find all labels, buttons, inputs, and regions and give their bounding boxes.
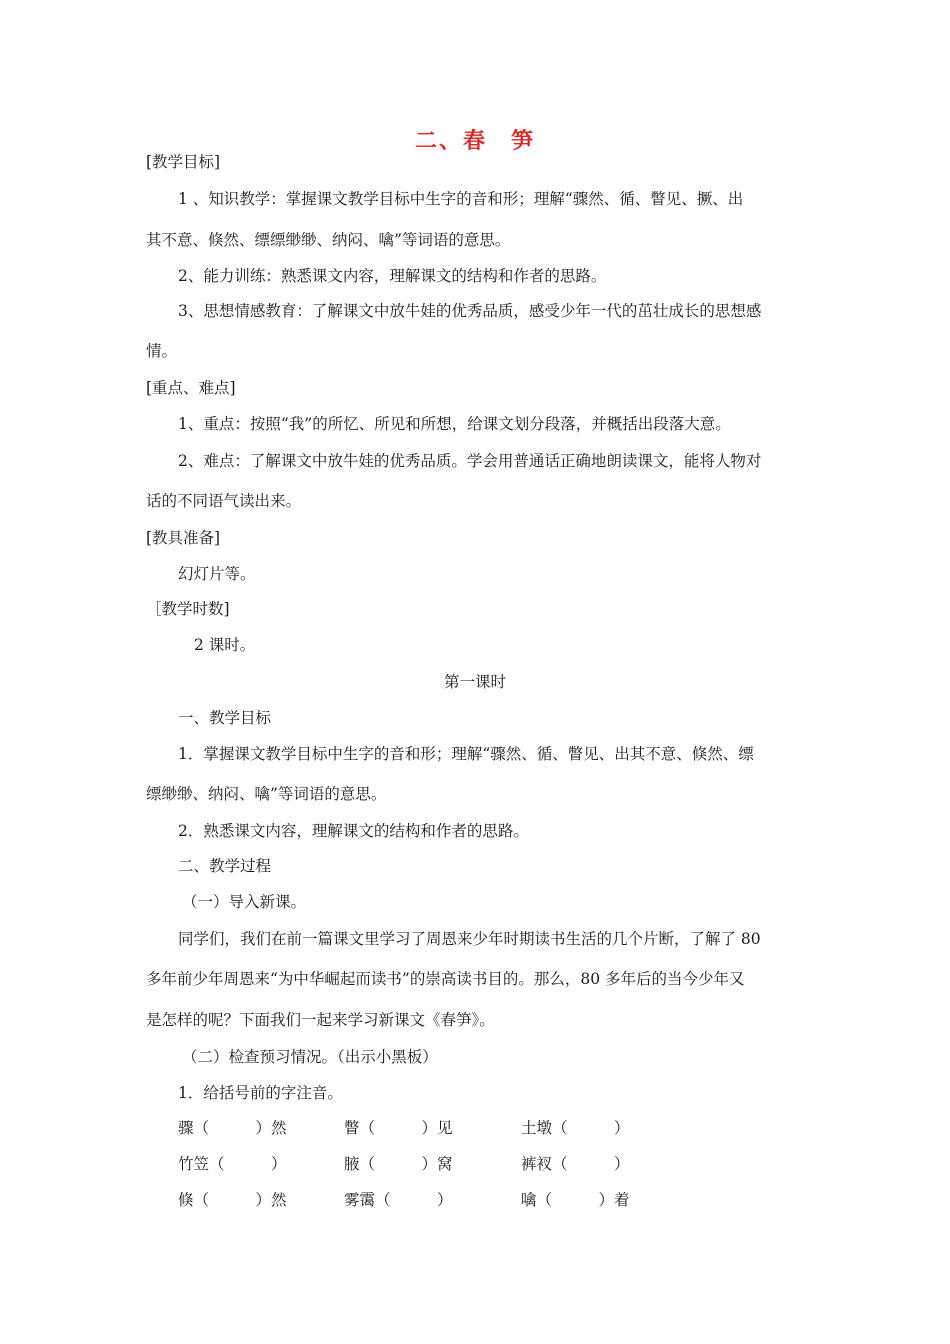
key-point-2-line-2: 话的不同语气读出来。 — [146, 492, 302, 510]
lesson-title: 二、春 笋 — [414, 129, 535, 154]
preview-heading: （二）检查预习情况。（出示小黑板） — [182, 1048, 438, 1066]
goal-3-line-2: 情。 — [146, 342, 178, 360]
intro-line-2: 多年前少年周恩来“为中华崛起而读书”的崇高读书目的。那么，80 多年后的当今少年又 — [146, 970, 745, 988]
pinyin-item: 土墩（ ） — [521, 1119, 630, 1137]
exercise-1: 1．给括号前的字注音。 — [178, 1084, 343, 1102]
pinyin-item: 倏（ ）然 — [178, 1191, 287, 1209]
pinyin-item: 噙（ ）着 — [521, 1191, 630, 1209]
goal-1-line-2: 其不意、倏然、缥缥缈缈、纳闷、噙”等词语的意思。 — [146, 231, 511, 249]
teaching-time-text: 2 课时。 — [194, 636, 256, 654]
key-point-2-line-1: 2、难点：了解课文中放牛娃的优秀品质。学会用普通话正确地朗读课文，能将人物对 — [178, 452, 762, 470]
teaching-time-heading: ［教学时数] — [146, 600, 230, 618]
pinyin-item: 腋（ ）窝 — [344, 1155, 453, 1173]
lesson-1-goal-1-line-2: 缥缈缈、纳闷、噙”等词语的意思。 — [146, 785, 387, 803]
pinyin-item: 骤（ ）然 — [178, 1119, 287, 1137]
intro-line-3: 是怎样的呢？下面我们一起来学习新课文《春笋》。 — [146, 1011, 495, 1029]
process-heading: 二、教学过程 — [178, 857, 272, 875]
key-points-heading: [重点、难点] — [146, 379, 236, 397]
goal-3-line-1: 3、思想情感教育：了解课文中放牛娃的优秀品质，感受少年一代的茁壮成长的思想感 — [178, 302, 762, 320]
pinyin-item: 瞥（ ）见 — [344, 1119, 453, 1137]
key-point-1: 1、重点：按照“我”的所忆、所见和所想，给课文划分段落，并概括出段落大意。 — [178, 415, 731, 433]
pinyin-item: 雾霭（ ） — [344, 1191, 453, 1209]
pinyin-item: 竹笠（ ） — [178, 1155, 287, 1173]
tools-heading: [教具准备] — [146, 529, 221, 547]
goal-1-line-1: 1 、知识教学：掌握课文教学目标中生字的音和形；理解“骤然、循、瞥见、撅、出 — [178, 190, 744, 208]
tools-text: 幻灯片等。 — [178, 565, 256, 583]
intro-line-1: 同学们，我们在前一篇课文里学习了周恩来少年时期读书生活的几个片断，了解了 80 — [178, 930, 761, 948]
lesson-1-goal-heading: 一、教学目标 — [178, 709, 272, 727]
lesson-1-goal-2: 2．熟悉课文内容，理解课文的结构和作者的思路。 — [178, 822, 529, 840]
goal-2: 2、能力训练：熟悉课文内容，理解课文的结构和作者的思路。 — [178, 267, 607, 285]
pinyin-item: 裤衩（ ） — [521, 1155, 630, 1173]
intro-heading: （一）导入新课。 — [182, 893, 307, 911]
lesson-1-title: 第一课时 — [443, 673, 506, 691]
lesson-1-goal-1-line-1: 1．掌握课文教学目标中生字的音和形；理解“骤然、循、瞥见、出其不意、倏然、缥 — [178, 745, 754, 763]
goals-heading: [教学目标] — [146, 153, 221, 171]
